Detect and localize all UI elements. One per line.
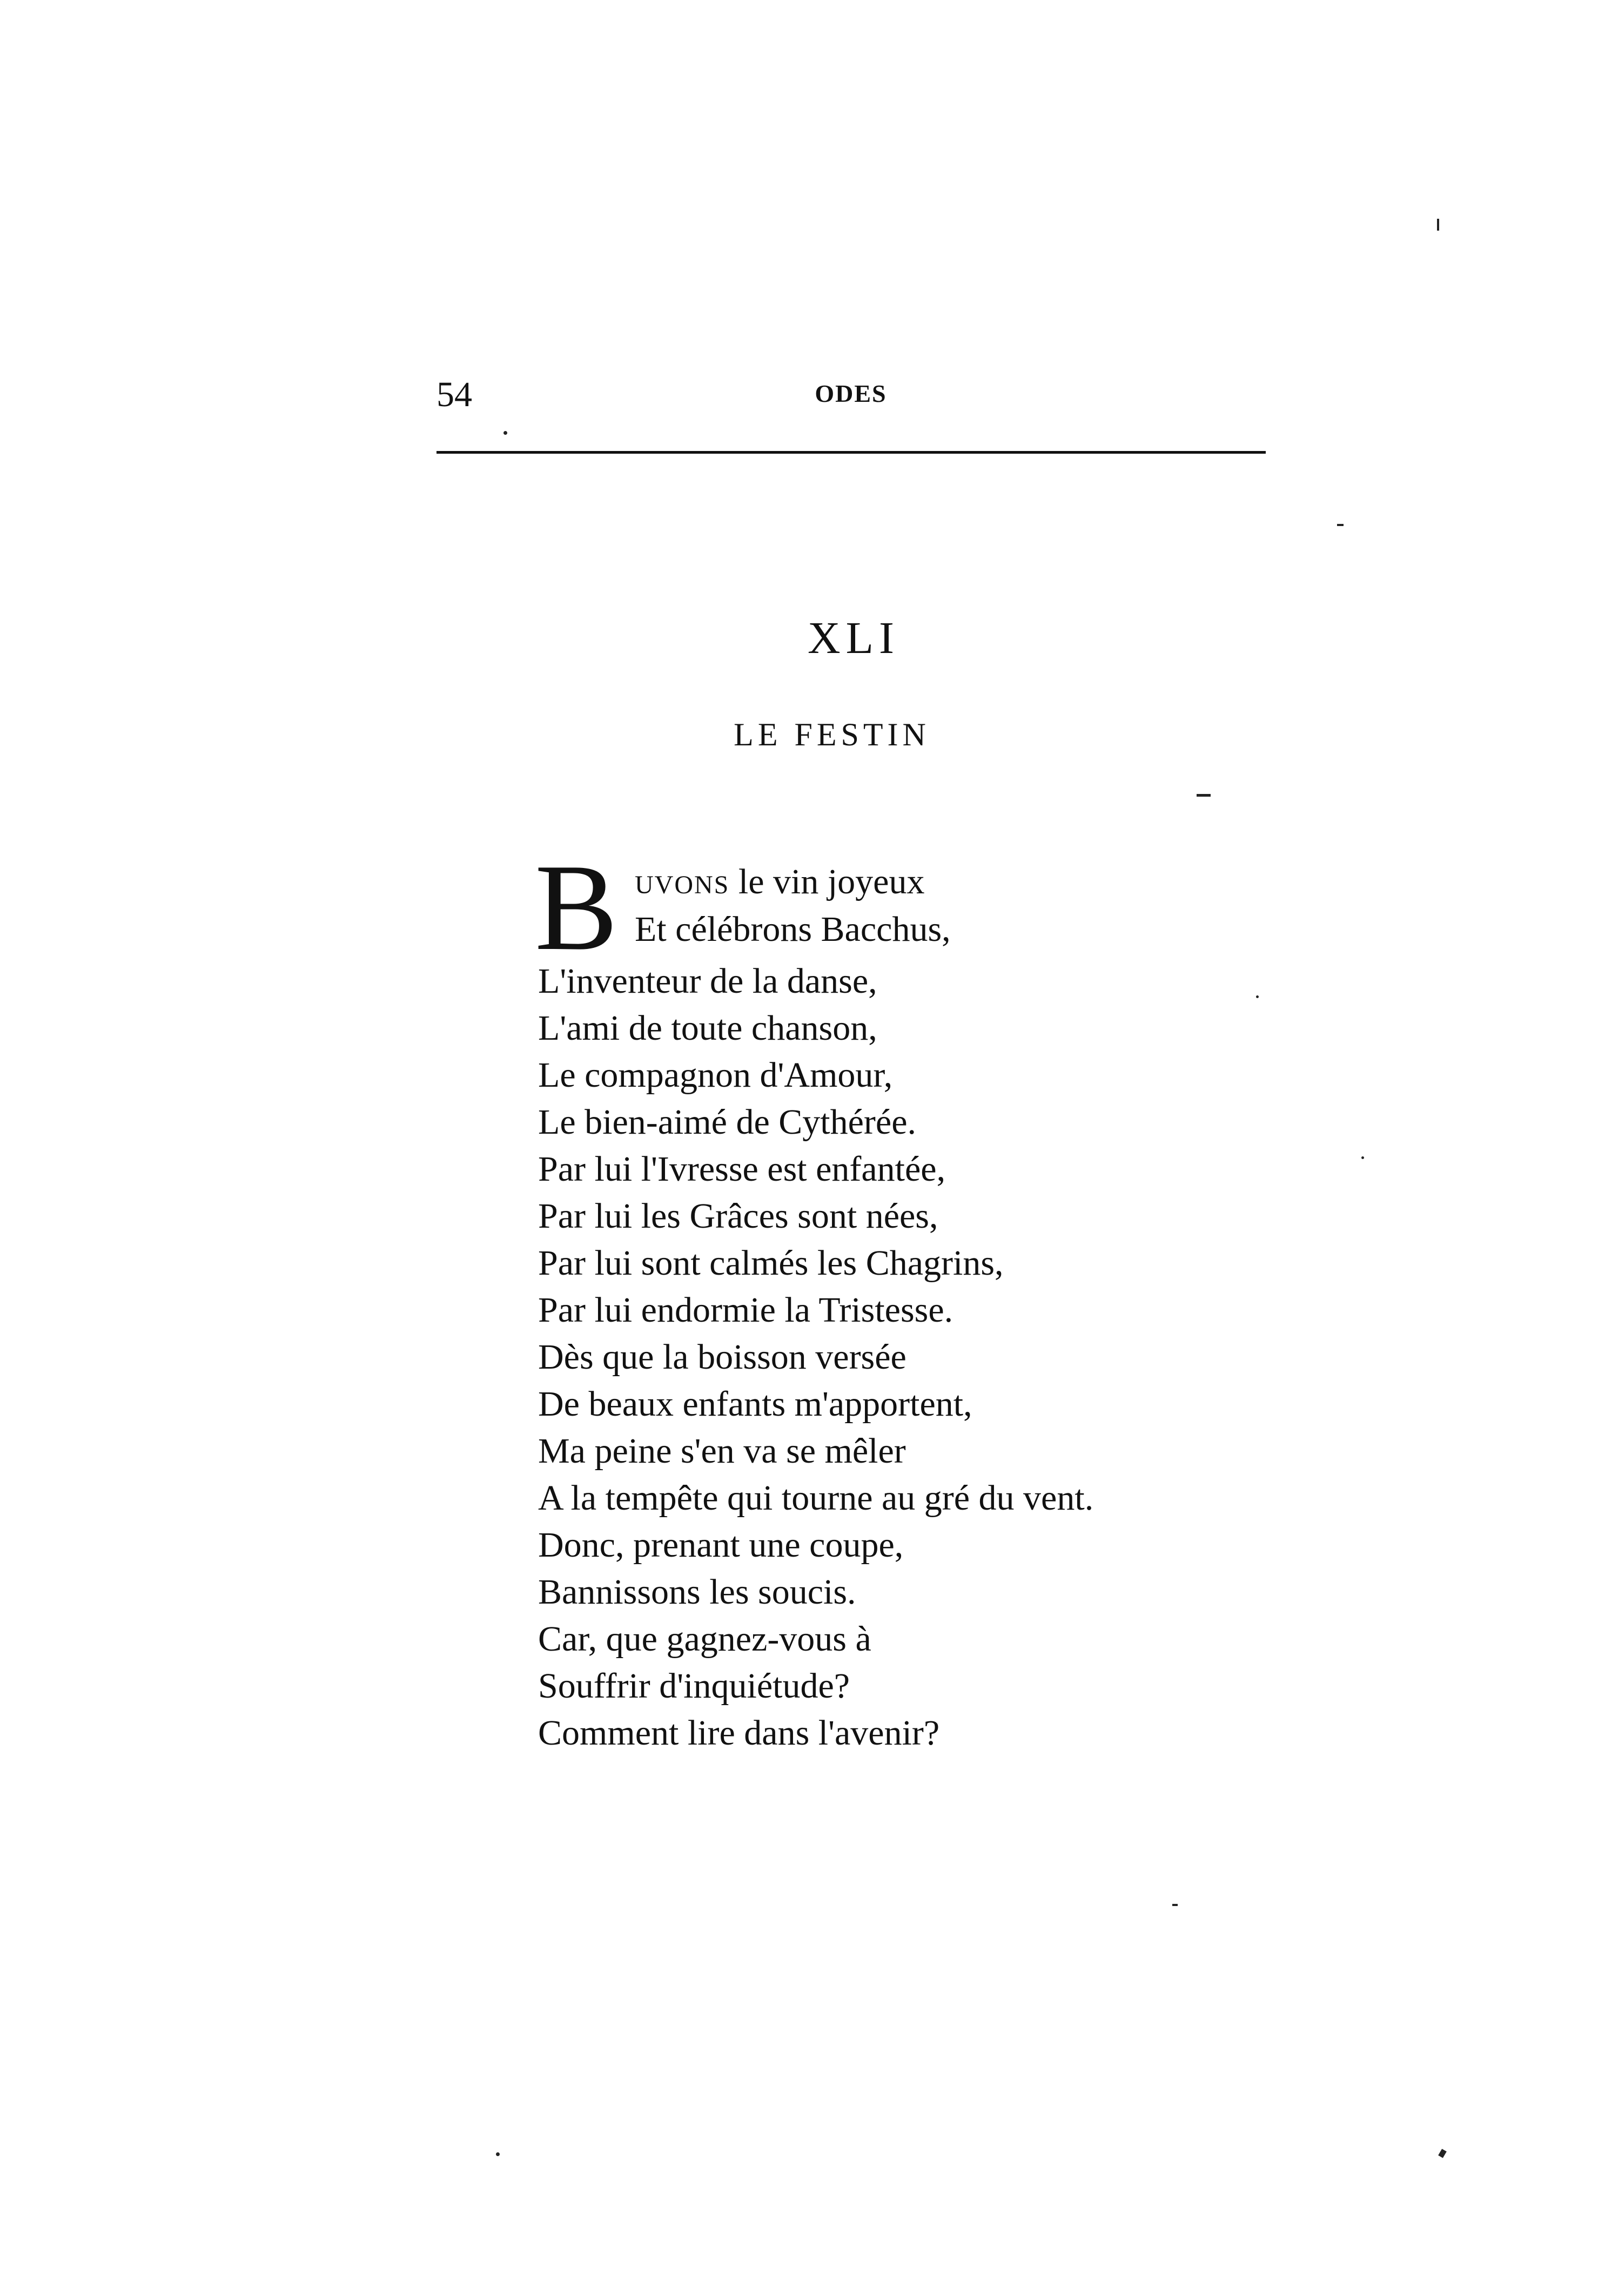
- scan-speck: [496, 2152, 500, 2156]
- scan-speck: [1337, 524, 1344, 526]
- scan-speck: [1438, 2149, 1447, 2158]
- first-word-small-caps: UVONS: [635, 871, 730, 899]
- verse-line: Souffrir d'inquiétude?: [538, 1666, 850, 1706]
- verse-line: Bannissons les soucis.: [538, 1572, 856, 1612]
- first-verse-line: [635, 864, 924, 900]
- verse-line: Par lui sont calmés les Chagrins,: [538, 1243, 1004, 1283]
- verse-line: L'inventeur de la danse,: [538, 961, 877, 1001]
- page-number: 54: [436, 375, 472, 414]
- scan-speck: [503, 431, 507, 435]
- scan-speck: [1437, 219, 1439, 231]
- ode-title: LE FESTIN: [734, 717, 930, 752]
- verse-line: Donc, prenant une coupe,: [538, 1525, 904, 1565]
- verse-line: De beaux enfants m'apportent,: [538, 1384, 972, 1424]
- first-line-rest: le vin joyeux: [729, 862, 925, 901]
- verse-line: Par lui les Grâces sont nées,: [538, 1196, 938, 1236]
- verse-line: Car, que gagnez-vous à: [538, 1619, 871, 1659]
- scan-speck: [1172, 1904, 1178, 1906]
- verse-line: Dès que la boisson versée: [538, 1337, 906, 1377]
- running-title: ODES: [815, 380, 887, 407]
- header-rule: [436, 451, 1266, 454]
- verse-line: L'ami de toute chanson,: [538, 1008, 877, 1048]
- verse-line: Le compagnon d'Amour,: [538, 1055, 893, 1095]
- scan-speck: [1197, 794, 1211, 797]
- verse-line: Ma peine s'en va se mêler: [538, 1431, 906, 1471]
- scan-speck: [1361, 1156, 1364, 1159]
- ode-number: XLI: [808, 613, 899, 663]
- drop-cap: B: [535, 838, 618, 976]
- verse-line: A la tempête qui tourne au gré du vent.: [538, 1478, 1094, 1518]
- second-verse-line: Et célébrons Bacchus,: [635, 910, 951, 949]
- verse-line: Par lui endormie la Tristesse.: [538, 1290, 953, 1330]
- verse-line: Comment lire dans l'avenir?: [538, 1713, 940, 1753]
- verse-line: Par lui l'Ivresse est enfantée,: [538, 1149, 946, 1189]
- verse-line: Le bien-aimé de Cythérée.: [538, 1102, 916, 1142]
- scan-speck: [1256, 995, 1259, 998]
- poem-body: [538, 958, 1093, 1756]
